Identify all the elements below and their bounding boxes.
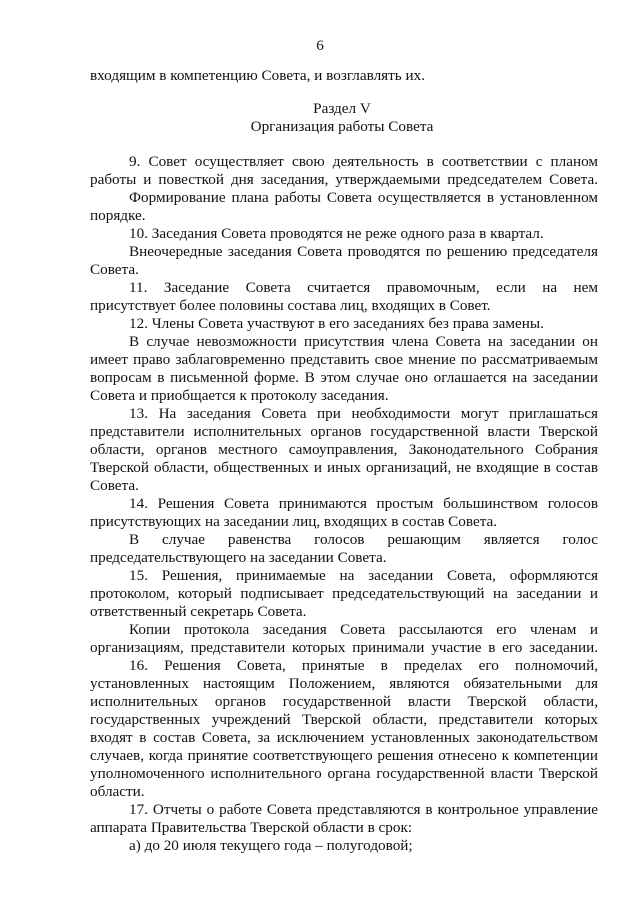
text-line: присутствует более половины состава лиц, входящих в Совет. <box>90 297 491 314</box>
text-line: Копии протокола заседания Совета рассылаются его членам и <box>129 621 598 638</box>
text-line: Внеочередные заседания Совета проводятся по решению председателя <box>129 243 598 260</box>
text-line: 14. Решения Совета принимаются простым большинством голосов <box>129 495 598 512</box>
text-line: вопросам в письменной форме. В этом случае оно оглашается на заседании <box>90 369 598 386</box>
text-line: области. <box>90 783 145 800</box>
text-line: 10. Заседания Совета проводятся не реже одного раза в квартал. <box>129 225 544 242</box>
text-line: В случае невозможности присутствия члена Совета на заседании он <box>129 333 598 350</box>
text-line: представители исполнительных органов государственной власти Тверской <box>90 423 598 440</box>
text-line: ответственный секретарь Совета. <box>90 603 307 620</box>
text-line: В случае равенства голосов решающим является голос <box>129 531 598 548</box>
text-line: а) до 20 июля текущего года – полугодовой; <box>129 837 413 854</box>
text-line: исполнительных органов государственной власти Тверской области, <box>90 693 598 710</box>
text-line: области, органов местного самоуправления, Законодательного Собрания <box>90 441 598 458</box>
text-line: присутствующих на заседании лиц, входящих в состав Совета. <box>90 513 498 530</box>
text-line: уполномоченного исполнительного органа государственной власти Тверской <box>90 765 598 782</box>
text-line: 17. Отчеты о работе Совета представляются в контрольное управление <box>129 801 598 818</box>
text-line: Совета и приобщается к протоколу заседания. <box>90 387 389 404</box>
text-line: 11. Заседание Совета считается правомочным, если на нем <box>129 279 598 296</box>
text-line: 13. На заседания Совета при необходимости могут приглашаться <box>129 405 598 422</box>
section-title: Организация работы Совета <box>250 118 434 135</box>
text-line: 9. Совет осуществляет свою деятельность в соответствии с планом <box>129 153 598 170</box>
text-line: входят в состав Совета, за исключением установленных законодательством <box>90 729 598 746</box>
text-line: установленных настоящим Положением, являются обязательными для <box>90 675 598 692</box>
text-line: имеет право заблаговременно представить свое мнение по рассматриваемым <box>90 351 598 368</box>
text-line: председательствующего на заседании Совета. <box>90 549 387 566</box>
text-line: работы и повесткой дня заседания, утверждаемыми председателем Совета. <box>90 171 598 188</box>
section-number: Раздел V <box>313 100 371 117</box>
text-line: Совета. <box>90 261 139 278</box>
text-line: организациям, представители которых принимали участие в его заседании. <box>90 639 598 656</box>
page-number: 6 <box>316 37 324 54</box>
text-line: 15. Решения, принимаемые на заседании Совета, оформляются <box>129 567 598 584</box>
text-line: 12. Члены Совета участвуют в его заседаниях без права замены. <box>129 315 544 332</box>
text-line: 16. Решения Совета, принятые в пределах его полномочий, <box>129 657 598 674</box>
text-line: Формирование плана работы Совета осуществляется в установленном <box>129 189 598 206</box>
text-line: порядке. <box>90 207 146 224</box>
text-line: аппарата Правительства Тверской области в срок: <box>90 819 413 836</box>
text-line: Тверской области, общественных и иных организаций, не входящие в состав <box>90 459 598 476</box>
text-line: государственных учреждений Тверской области, представители которых <box>90 711 598 728</box>
text-line: входящим в компетенцию Совета, и возглавлять их. <box>90 67 426 84</box>
text-line: Совета. <box>90 477 139 494</box>
text-line: протоколом, который подписывает председательствующий на заседании и <box>90 585 598 602</box>
text-line: случаев, когда принятие соответствующего решения отнесено к компетенции <box>90 747 598 764</box>
